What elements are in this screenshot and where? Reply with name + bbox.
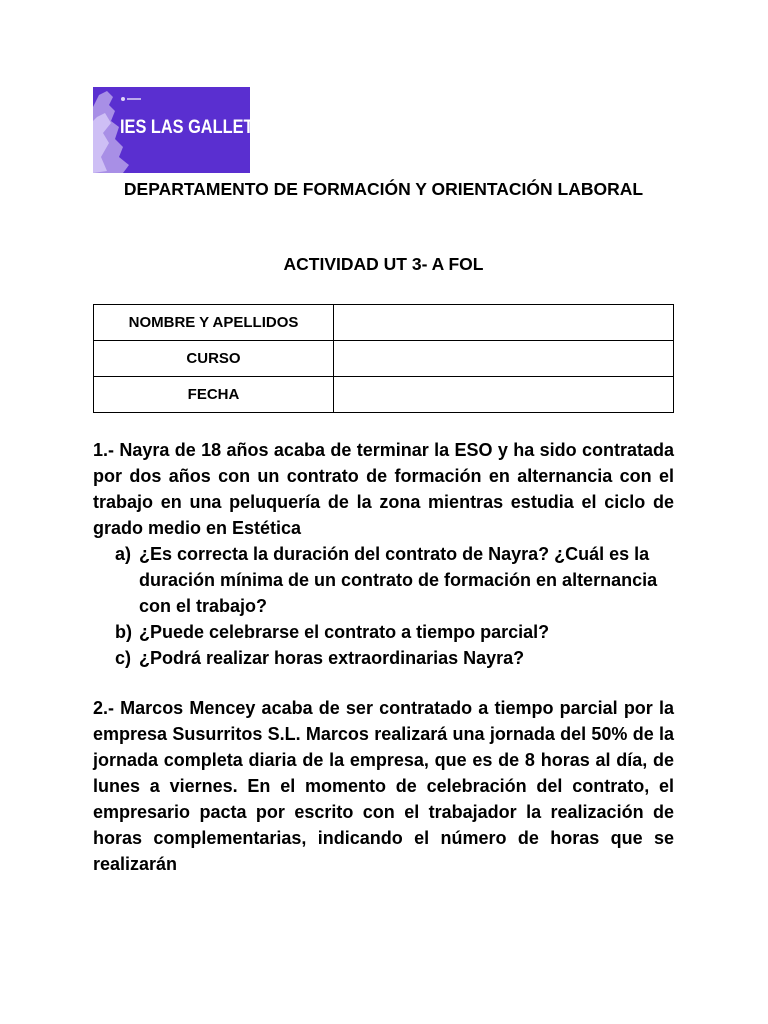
department-title: DEPARTAMENTO DE FORMACIÓN Y ORIENTACIÓN LABORAL [123,179,644,199]
item-text: ¿Puede celebrarse el contrato a tiempo parcial? [139,622,550,642]
item-marker: a) [115,544,132,564]
item-text: ¿Es correcta la duración del contrato de Nayra? ¿Cuál es la duración mínima de un contrato de formación en alternancia con el trabajo? [139,544,658,616]
item-marker: c) [115,648,132,668]
table-row [94,305,674,341]
course-label: CURSO [94,341,334,377]
question-2-text: 2.- Marcos Mencey acaba de ser contratado a tiempo parcial por la empresa Susurritos S.L. Marcos realizará una jornada del 50% de la jornada completa diaria de la empresa, que es de 8 horas al día, de lunes a viernes. En el momento de celebración del contrato, el empresario pacta por escrito con el trabajador la realización de horas complementarias, indicando el número de horas que se realizarán [93,698,674,874]
list-item [93,541,674,619]
date-label: FECHA [94,377,334,413]
item-text: ¿Podrá realizar horas extraordinarias Nayra? [139,648,525,668]
item-marker: b) [115,622,132,642]
logo-text: IES LAS GALLETAS [120,117,275,138]
list-item [93,619,674,645]
table-row [94,377,674,413]
course-field[interactable] [334,341,674,377]
question-1-subquestions [93,541,674,671]
table-row [94,341,674,377]
name-label: NOMBRE Y APELLIDOS [94,305,334,341]
student-info-table [93,304,674,413]
school-logo [93,87,275,173]
activity-title: ACTIVIDAD UT 3- A FOL [283,254,484,274]
date-field[interactable] [334,377,674,413]
name-field[interactable] [334,305,674,341]
question-1-text: 1.- Nayra de 18 años acaba de terminar la ESO y ha sido contratada por dos años con un contrato de formación en alternancia con el trabajo en una peluquería de la zona mientras estudia el ciclo de grado medio en Estética [93,440,674,538]
list-item [93,645,674,671]
